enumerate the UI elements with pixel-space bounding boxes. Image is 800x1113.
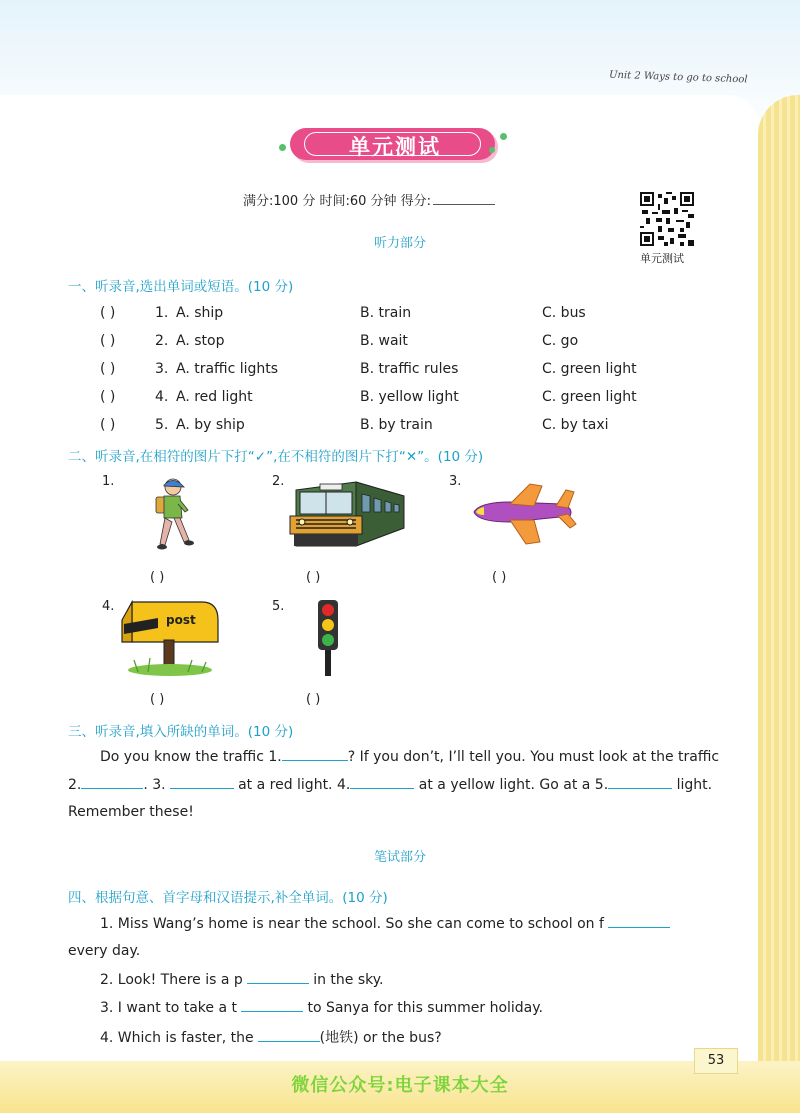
page-number: 53 xyxy=(694,1048,738,1074)
picture-number: 2. xyxy=(272,474,285,489)
blank-q4[interactable] xyxy=(258,1029,320,1042)
answer-paren[interactable]: ( ) xyxy=(492,570,507,585)
picture-number: 3. xyxy=(449,474,462,489)
title-banner xyxy=(290,128,500,162)
choice-row: ( ) 1. A. ship B. train C. bus xyxy=(100,305,586,321)
unit-header: Unit 2 Ways to go to school xyxy=(609,69,749,86)
picture-number: 4. xyxy=(102,599,115,614)
walking-boy-icon xyxy=(148,478,198,554)
page-title: 单元测试 xyxy=(349,135,441,159)
blank-4[interactable] xyxy=(350,776,414,789)
plane-icon xyxy=(470,482,580,548)
decor-dot-icon xyxy=(500,133,507,140)
part4-q2: 2. Look! There is a p in the sky. xyxy=(100,972,384,988)
answer-paren[interactable]: ( ) xyxy=(100,361,116,377)
decor-dot-icon xyxy=(489,147,495,153)
answer-paren[interactable]: ( ) xyxy=(306,692,321,707)
qr-label: 单元测试 xyxy=(640,252,684,265)
part4-title: 四、根据句意、首字母和汉语提示,补全单词。(10 分) xyxy=(68,890,388,906)
blank-q1[interactable] xyxy=(608,915,670,928)
blank-q2[interactable] xyxy=(247,971,309,984)
blank-q3[interactable] xyxy=(241,999,303,1012)
answer-paren[interactable]: ( ) xyxy=(150,570,165,585)
part4-q1: 1. Miss Wang’s home is near the school. So she can come to school on f xyxy=(100,915,670,932)
score-line xyxy=(243,190,495,209)
part3-line3: Remember these! xyxy=(68,804,194,820)
train-icon xyxy=(286,476,406,558)
part3-line2: 2. . 3. at a red light. 4. at a yellow light. Go at a 5. light. xyxy=(68,777,713,793)
footer-watermark: 微信公众号:电子课本大全 xyxy=(291,1075,509,1096)
choice-row: ( ) 4. A. red light B. yellow light C. green light xyxy=(100,389,637,405)
choice-row: ( ) 2. A. stop B. wait C. go xyxy=(100,333,579,349)
part4-q1-cont: every day. xyxy=(68,943,141,959)
listening-section-heading: 听力部分 xyxy=(373,236,426,251)
writing-section-heading: 笔试部分 xyxy=(373,850,426,865)
answer-paren[interactable]: ( ) xyxy=(100,305,116,321)
choice-row: ( ) 5. A. by ship B. by train C. by taxi xyxy=(100,417,609,433)
blank-2[interactable] xyxy=(81,776,143,789)
answer-paren[interactable]: ( ) xyxy=(100,417,116,433)
decor-dot-icon xyxy=(279,144,286,151)
score-blank[interactable] xyxy=(433,204,495,205)
part3-title: 三、听录音,填入所缺的单词。(10 分) xyxy=(68,724,294,740)
answer-paren[interactable]: ( ) xyxy=(150,692,165,707)
post-mailbox-icon xyxy=(118,598,222,680)
post-sign-text: post xyxy=(166,613,196,627)
answer-paren[interactable]: ( ) xyxy=(306,570,321,585)
blank-1[interactable] xyxy=(282,748,348,761)
picture-number: 5. xyxy=(272,599,285,614)
part1-title: 一、听录音,选出单词或短语。(10 分) xyxy=(68,279,294,295)
part4-q4: 4. Which is faster, the (地铁) or the bus? xyxy=(100,1030,442,1046)
traffic-light-icon xyxy=(313,598,343,678)
part2-title: 二、听录音,在相符的图片下打“✓”,在不相符的图片下打“✕”。(10 分) xyxy=(68,449,484,465)
part3-line1: Do you know the traffic 1. ? If you don’t, I’ll tell you. You must look at the traffic xyxy=(100,749,720,765)
answer-paren[interactable]: ( ) xyxy=(100,389,116,405)
part4-q3: 3. I want to take a t to Sanya for this summer holiday. xyxy=(100,1000,543,1016)
blank-5[interactable] xyxy=(608,776,672,789)
picture-number: 1. xyxy=(102,474,115,489)
choice-row: ( ) 3. A. traffic lights B. traffic rules C. green light xyxy=(100,361,637,377)
blank-3[interactable] xyxy=(170,776,234,789)
answer-paren[interactable]: ( ) xyxy=(100,333,116,349)
score-line-text: 满分:100 分 时间:60 分钟 得分: xyxy=(243,194,432,209)
